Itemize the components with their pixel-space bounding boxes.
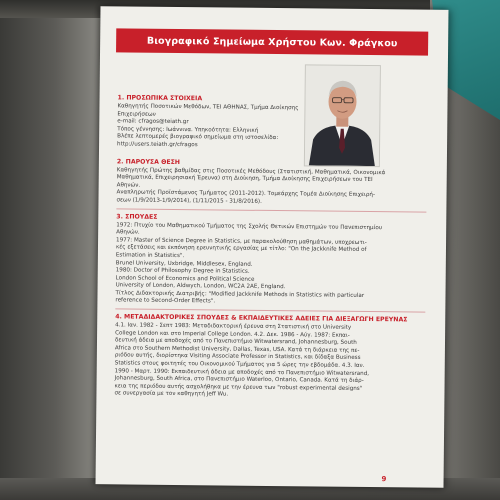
text-line: e-mail: cfragos@teiath.gr <box>117 118 189 126</box>
text-line: 1977: Master of Science Degree in Statistics, με παρακολούθηση μαθημάτων, υποχρεωτι- <box>116 237 367 246</box>
document-page <box>96 6 449 488</box>
text-line: σε συνεργασία με τον καθηγητή Jeff Wu. <box>114 390 229 398</box>
section-postdoc <box>114 313 425 401</box>
text-line: Καθηγητής Πρώτης βαθμίδας στις Ποσοτικές Μεθόδους (Στατιστική, Μαθηματικά, Οικονομικά <box>116 166 386 176</box>
text-line: κεια της περιόδου αυτής ασχολήθηκα με την έρευνα των "robust experimental designs" <box>114 383 363 392</box>
text-line: 1980: Doctor of Philosophy Degree in Statistics. <box>115 267 250 275</box>
text-line: reference to Second-Order Effects". <box>115 297 216 305</box>
section-studies <box>115 213 426 309</box>
text-line: Τίτλος Διδακτορικής Διατριβής: "Modified Jackknife Methods in Statistics with particular <box>115 290 365 299</box>
page-number: 9 <box>381 475 387 484</box>
section-title: 4. ΜΕΤΑΔΙΔΑΚΤΟΡΙΚΕΣ ΣΠΟΥΔΕΣ & ΕΚΠΑΙΔΕΥΤΙΚΕΣ ΑΔΕΙΕΣ ΓΙΑ ΔΙΕΞΑΓΩΓΗ ΕΡΕΥΝΑΣ <box>115 313 408 324</box>
text-line: 4.1. Ιαν. 1982 - Σεπτ 1983: Μεταδιδακτορική έρευνα στη Στατιστική στο University <box>115 322 352 331</box>
text-line: κές εξετάσεις και εκπόνηση ερευνητικής εργασίας με τίτλο: "On the Jackknife Method of <box>115 244 367 254</box>
text-line: Επιχειρήσεων <box>117 110 156 118</box>
text-line: London School of Economics and Political Science <box>115 275 255 283</box>
section-current-position <box>116 158 426 208</box>
title-banner <box>116 28 428 55</box>
section-title: 1. ΠΡΟΣΩΠΙΚΑ ΣΤΟΙΧΕΙΑ <box>117 94 203 103</box>
section-title: 2. ΠΑΡΟΥΣΑ ΘΕΣΗ <box>116 157 181 166</box>
text-line: Μαθηματικά, Επιχειρησιακή Έρευνα) στη Διοίκηση, Τμήμα Διοίκησης Επιχειρήσεων του ΤΕΙ <box>116 174 373 184</box>
text-line: College London και στο Imperial College London. 4.2. Δεκ. 1986 - Αύγ. 1987: Εκπαι- <box>115 330 350 339</box>
background-left <box>0 0 100 500</box>
text-line: Estimation in Statistics". <box>115 252 185 259</box>
text-line: http://users.teiath.gr/cfragos <box>117 141 198 149</box>
text-line: Brunel University, Uxbridge, Middlesex, England. <box>115 259 253 268</box>
text-line: Καθηγητής Ποσοτικών Μεθόδων, ΤΕΙ ΑΘΗΝΑΣ, Τμήμα Διοίκησης <box>117 103 299 112</box>
banner-title: Βιογραφικό Σημείωμα Χρήστου Κων. Φράγκου <box>146 35 398 49</box>
divider <box>115 308 425 312</box>
text-line: σεων (1/9/2013-1/9/2014), (1/11/2015 - 31/8/2016). <box>116 197 262 205</box>
text-line: ριόδου αυτής, διορίστηκα Visiting Associate Professor in Statistics, και δίδαξα Business <box>114 352 361 362</box>
text-line: 1972: Πτυχίο του Μαθηματικού Τμήματος της Σχολής Θετικών Επιστημών του Πανεπιστημίου <box>116 221 383 231</box>
divider <box>116 208 426 212</box>
cv-content <box>114 94 427 401</box>
text-line: Johannesburg, South Africa, στο Πανεπιστήμιο Waterloo, Ontario, Canada. Κατά τη διάρ- <box>114 375 364 385</box>
text-line: Τόπος γέννησης: Ιωάννινα. Υπηκοότητα: Ελληνική <box>117 126 259 134</box>
text-line: Αθηνών. <box>116 229 140 236</box>
text-line: Αθηνών. <box>116 182 141 189</box>
text-line: Αναπληρωτής Προϊστάμενος Τμήματος (2011-2012). Τομεάρχης Τομέα Διοίκησης Επιχειρή- <box>116 189 376 199</box>
text-line: Βλέπε λεπτομερές βιογραφικό σημείωμα στη ιστοσελίδα: <box>117 133 279 142</box>
section-personal <box>117 94 428 152</box>
text-line: University of London, Aldwych, London, WC2A 2AE, England. <box>115 282 286 291</box>
text-line: Statistics στους φοιτητές του Οικονομικού Τμήματος για 5 ώρες την εβδομάδα. 4.3. Ιαν. <box>114 360 365 370</box>
text-line: 1990 - Μαρτ. 1990: Εκπαιδευτική άδεια με αποδοχές από το Πανεπιστήμιο Witwatersrand, <box>114 367 370 377</box>
section-title: 3. ΣΠΟΥΔΕΣ <box>116 212 158 221</box>
text-line: δευτική άδεια με αποδοχές από το Πανεπιστήμιο Witwatersrand, Johannesburg, South <box>114 337 357 347</box>
text-line: Africa στο Southern Methodist University, Dallas, Texas, USA. Κατά τη διάρκεια της πε- <box>114 345 360 354</box>
